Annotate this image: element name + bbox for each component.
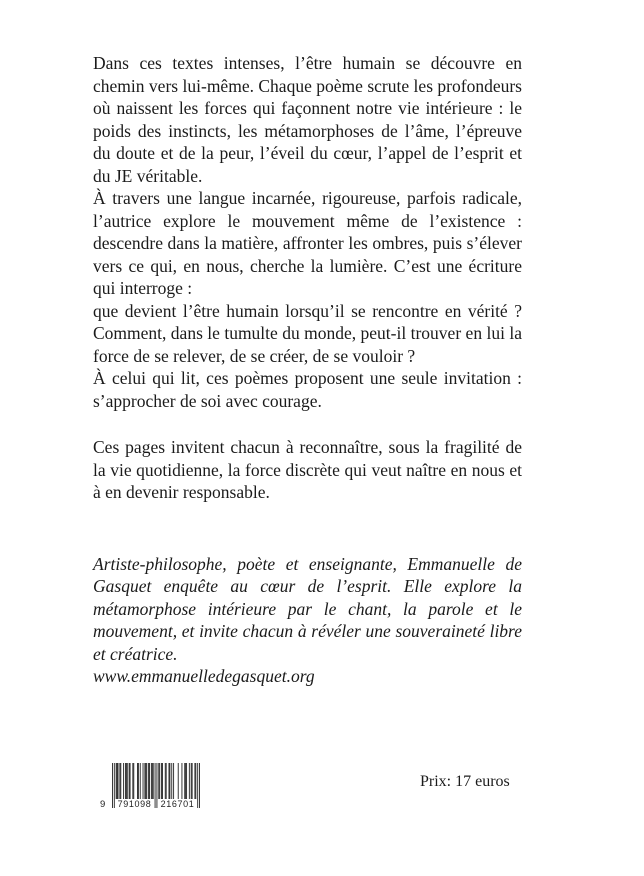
- barcode-digits-group2: 216701: [158, 799, 197, 810]
- back-cover-text: [93, 52, 522, 688]
- isbn-barcode: [100, 763, 204, 815]
- synopsis-paragraph-1: Dans ces textes intenses, l’être humain se découvre en chemin vers lui-même. Chaque poème scrute les profondeurs où naissent les forces qui façonnent notre vie intérieure : le poids des instincts, les métamorphoses de l’âme, l’épreuve du doute et de la peur, l’éveil du cœur, l’appel de l’esprit et du JE véritable.: [93, 53, 522, 186]
- synopsis-paragraph-2: À travers une langue incarnée, rigoureuse, parfois radicale, l’autrice explore le mouvement même de l’existence : descendre dans la matière, affronter les ombres, puis s’élever vers ce qui, en nous, cherche la lumière. C’est une écriture qui interroge :: [93, 188, 522, 298]
- author-bio: Artiste-philosophe, poète et enseignante, Emmanuelle de Gasquet enquête au cœur de l’esprit. Elle explore la métamorphose intérieure par le chant, la parole et le mouvement, et invite chacun à révéler une souveraineté libre et créatrice.: [93, 553, 522, 664]
- price-label: Prix: 17 euros: [420, 773, 510, 790]
- synopsis-paragraph-4: À celui qui lit, ces poèmes proposent une seule invitation : s’approcher de soi avec courage.: [93, 368, 522, 411]
- barcode-digits-group1: 791098: [115, 799, 154, 810]
- barcode-digit-left: 9: [100, 799, 106, 810]
- author-website: www.emmanuelledegasquet.org: [93, 666, 315, 686]
- closing-paragraph: Ces pages invitent chacun à reconnaître, sous la fragilité de la vie quotidienne, la force discrète qui veut naître en nous et à en devenir responsable.: [93, 437, 522, 502]
- synopsis-paragraph-3: que devient l’être humain lorsqu’il se rencontre en vérité ? Comment, dans le tumulte du monde, peut-il trouver en lui la force de se relever, de se créer, de se vouloir ?: [93, 300, 522, 366]
